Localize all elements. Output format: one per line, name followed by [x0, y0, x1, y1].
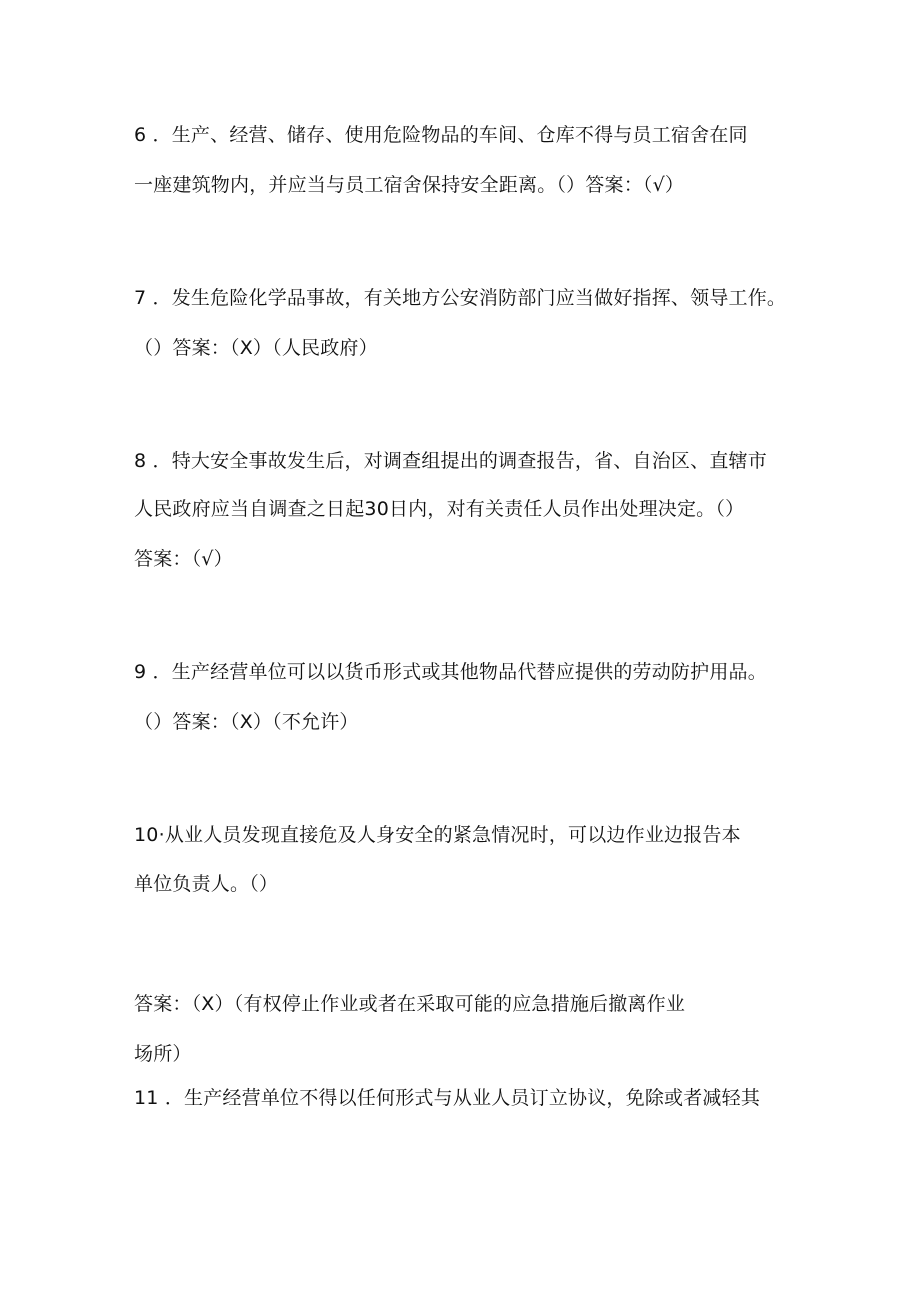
question-8-line-1: 8 ．特大安全事故发生后，对调查组提出的调查报告，省、自治区、直辖市 — [134, 450, 767, 472]
question-10-answer-line-1: 答案：（X）（有权停止作业或者在采取可能的应急措施后撤离作业 — [134, 993, 686, 1015]
question-9-line-1: 9 ．生产经营单位可以以货币形式或其他物品代替应提供的劳动防护用品。 — [134, 661, 767, 683]
question-10-answer-line-2: 场所） — [134, 1043, 192, 1065]
question-8-line-3: 答案：（√） — [134, 548, 233, 570]
question-6-line-1: 6 ．生产、经营、储存、使用危险物品的车间、仓库不得与员工宿舍在同 — [134, 124, 748, 146]
question-11-line-1: 11 ．生产经营单位不得以任何形式与从业人员订立协议，免除或者减轻其 — [134, 1087, 761, 1109]
question-8-line-2: 人民政府应当自调查之日起30日内，对有关责任人员作出处理决定。（） — [134, 498, 745, 520]
question-7-line-2: （）答案：（X）（人民政府） — [134, 337, 378, 359]
question-6-line-2: 一座建筑物内，并应当与员工宿舍保持安全距离。（）答案：（√） — [134, 174, 685, 196]
question-10-line-1: 10·从业人员发现直接危及人身安全的紧急情况时，可以边作业边报告本 — [134, 824, 741, 846]
question-7-line-1: 7 ．发生危险化学品事故，有关地方公安消防部门应当做好指挥、领导工作。 — [134, 287, 787, 309]
question-9-line-2: （）答案：（X）（不允许） — [134, 711, 359, 733]
question-10-line-2: 单位负责人。（） — [134, 873, 279, 895]
